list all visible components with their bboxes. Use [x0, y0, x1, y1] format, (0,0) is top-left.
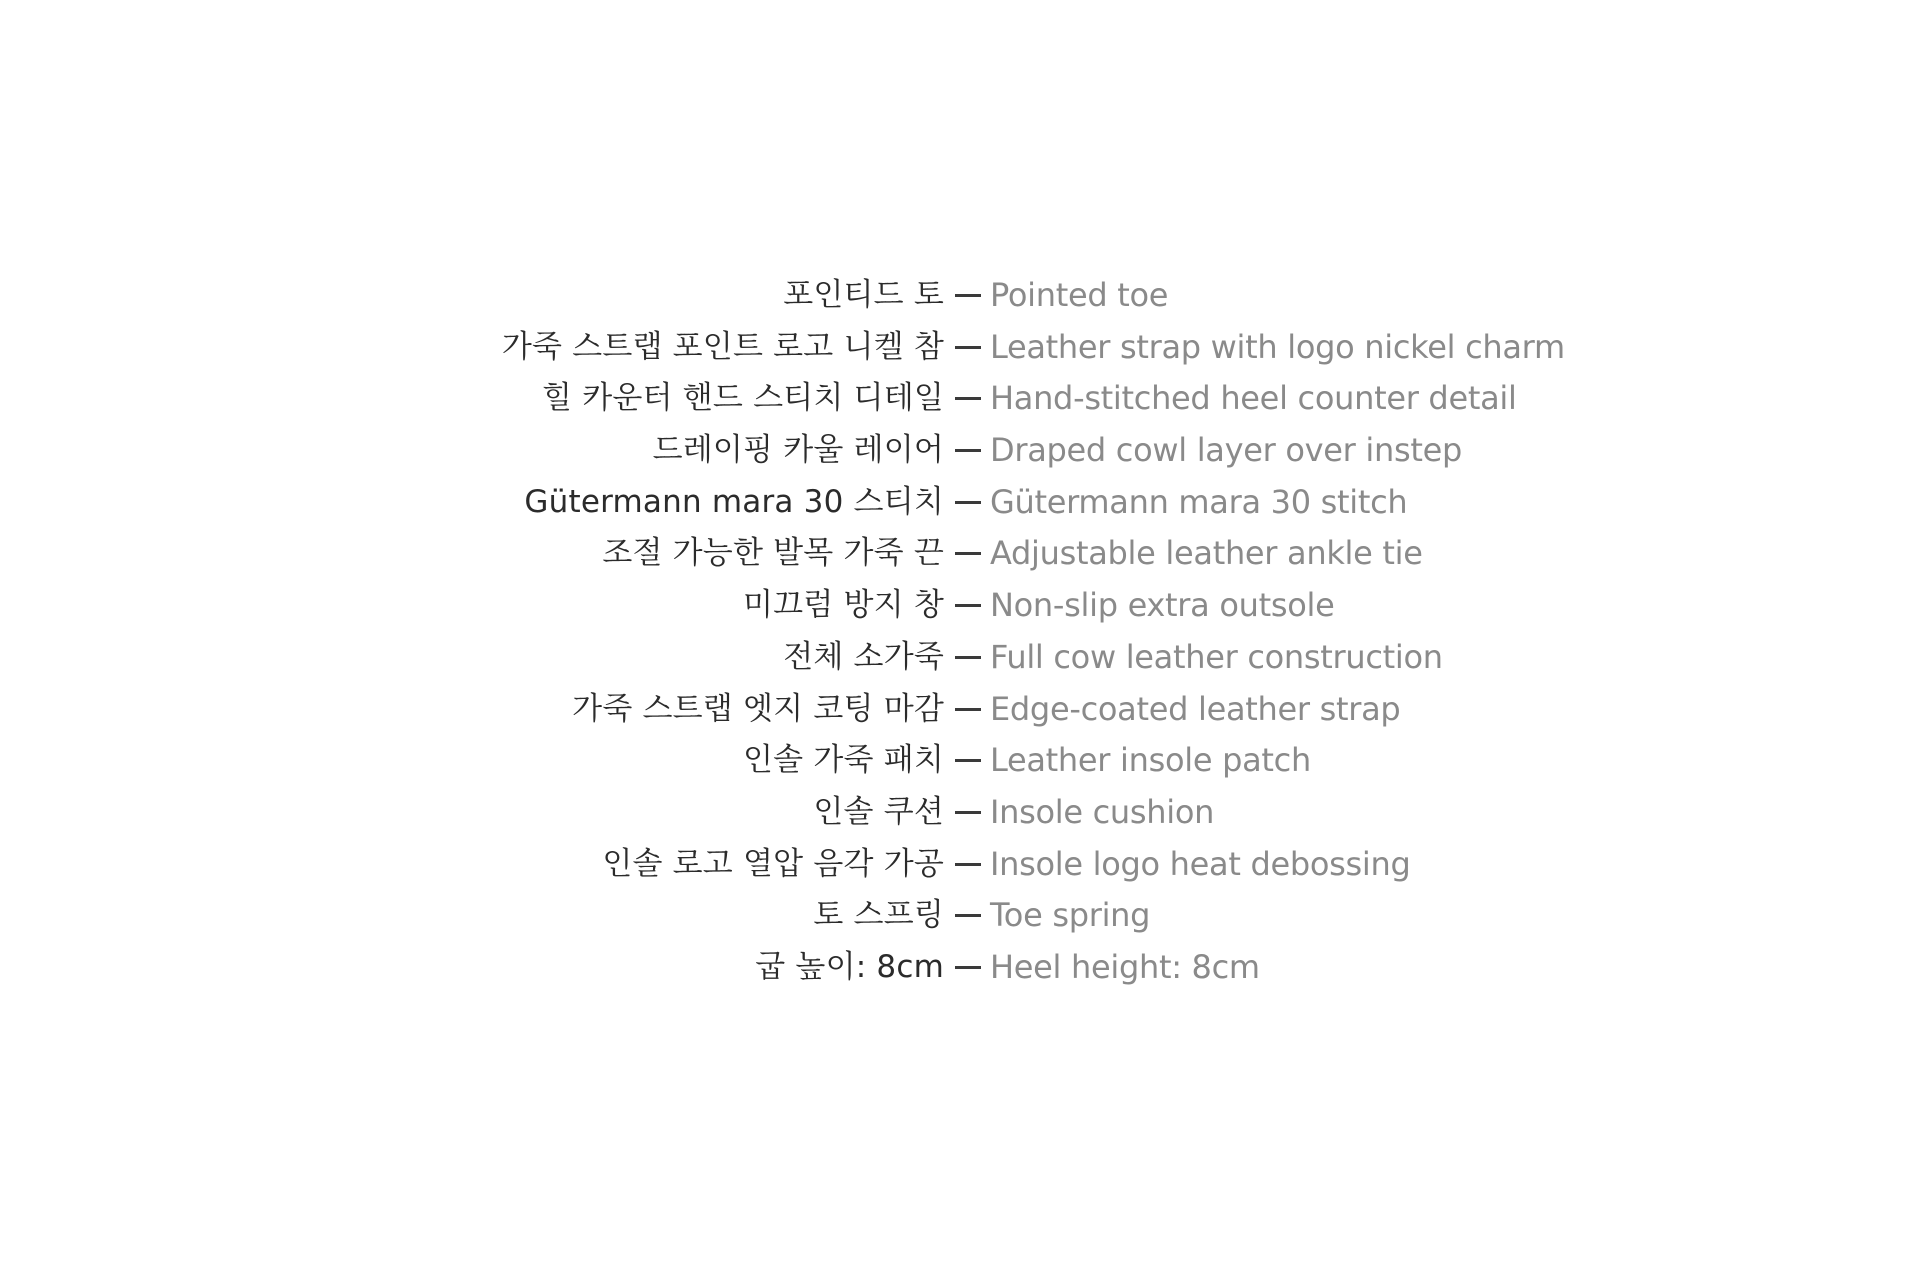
feature-korean-label: 토 스프링: [813, 897, 944, 934]
dash-separator: [955, 501, 981, 504]
dash-separator: [955, 914, 981, 917]
feature-english-label: Toe spring: [990, 896, 1151, 935]
feature-english-label: Leather insole patch: [990, 741, 1311, 780]
feature-korean-label: 인솔 쿠션: [813, 793, 944, 830]
feature-row-ankle-tie: [0, 528, 1920, 580]
feature-row-debossing: [0, 839, 1920, 891]
feature-row-cowl-layer: [0, 425, 1920, 477]
feature-english-label: Draped cowl layer over instep: [990, 431, 1462, 470]
feature-row-heel-counter: [0, 373, 1920, 425]
dash-separator: [955, 811, 981, 814]
feature-row-heel-height: [0, 942, 1920, 994]
dash-separator: [955, 346, 981, 349]
feature-korean-label: 전체 소가죽: [783, 638, 944, 675]
dash-separator: [955, 604, 981, 607]
feature-english-label: Leather strap with logo nickel charm: [990, 327, 1565, 366]
feature-english-label: Insole logo heat debossing: [990, 844, 1411, 883]
feature-korean-label: 가죽 스트랩 포인트 로고 니켈 참: [501, 328, 944, 365]
feature-row-insole-cushion: [0, 787, 1920, 839]
feature-korean-label: 인솔 가죽 패치: [743, 742, 944, 779]
feature-english-label: Gütermann mara 30 stitch: [990, 482, 1408, 521]
dash-separator: [955, 759, 981, 762]
dash-separator: [955, 656, 981, 659]
feature-korean-label: 힐 카운터 핸드 스티치 디테일: [542, 380, 944, 417]
feature-korean-label: 포인티드 토: [783, 277, 944, 313]
feature-korean-label: 굽 높이: 8cm: [755, 948, 944, 985]
feature-korean-label: 가죽 스트랩 엣지 코팅 마감: [572, 690, 944, 727]
feature-korean-label: 조절 가능한 발목 가죽 끈: [602, 535, 944, 572]
feature-list: [0, 270, 1920, 994]
feature-row-toe-spring: [0, 890, 1920, 942]
feature-english-label: Insole cushion: [990, 792, 1215, 831]
feature-row-pointed-toe: [0, 270, 1920, 322]
feature-english-label: Adjustable leather ankle tie: [990, 534, 1423, 573]
dash-separator: [955, 552, 981, 555]
feature-korean-label: Gütermann mara 30 스티치: [524, 483, 944, 520]
feature-korean-label: 인솔 로고 열압 음각 가공: [602, 845, 944, 882]
dash-separator: [955, 863, 981, 866]
dash-separator: [955, 966, 981, 969]
feature-english-label: Hand-stitched heel counter detail: [990, 379, 1517, 418]
feature-english-label: Pointed toe: [990, 276, 1169, 314]
feature-english-label: Non-slip extra outsole: [990, 586, 1335, 625]
dash-separator: [955, 708, 981, 711]
feature-row-outsole: [0, 580, 1920, 632]
feature-row-insole-patch: [0, 735, 1920, 787]
feature-english-label: Heel height: 8cm: [990, 947, 1260, 986]
feature-english-label: Edge-coated leather strap: [990, 689, 1401, 728]
feature-korean-label: 미끄럼 방지 창: [743, 587, 944, 624]
dash-separator: [955, 294, 981, 297]
dash-separator: [955, 397, 981, 400]
feature-english-label: Full cow leather construction: [990, 637, 1443, 676]
feature-row-logo-charm: [0, 322, 1920, 374]
feature-row-stitch: [0, 477, 1920, 529]
feature-row-edge-coated: [0, 684, 1920, 736]
dash-separator: [955, 449, 981, 452]
feature-row-cow-leather: [0, 632, 1920, 684]
feature-korean-label: 드레이핑 카울 레이어: [652, 432, 944, 469]
